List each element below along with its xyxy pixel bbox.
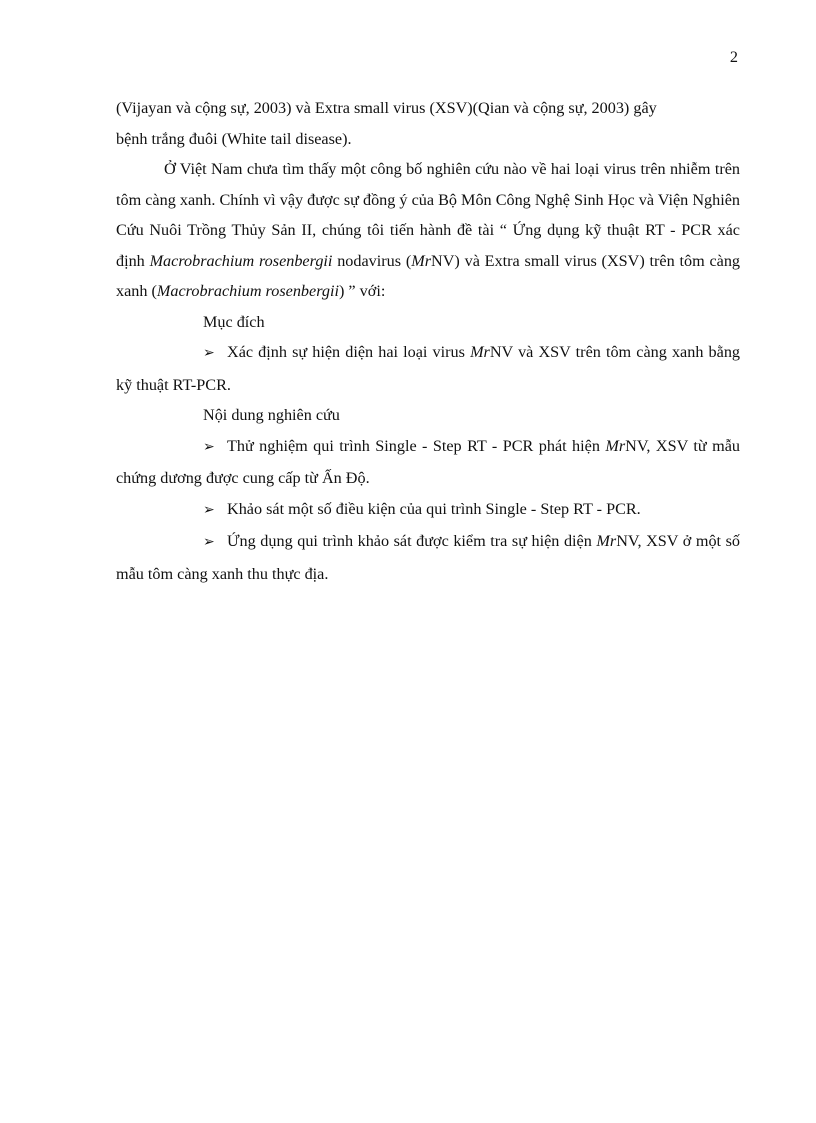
- paragraph-continuation: [116, 93, 740, 154]
- para2-text-3: NV) và Extra small virus (XSV) trên tôm càng xanh (: [116, 251, 741, 300]
- para2-text-4: ) ” với:: [339, 282, 386, 300]
- purpose-bullet: [116, 337, 740, 400]
- mr-italic: Mr: [470, 343, 490, 361]
- species-name-italic-2: Macrobrachium rosenbergii: [156, 282, 339, 300]
- para1-line1: (Vijayan và cộng sự, 2003) và Extra small virus (XSV)(Qian và cộng sự, 2003) gây: [116, 99, 657, 117]
- species-name-italic: Macrobrachium rosenbergii: [149, 251, 333, 270]
- arrow-bullet-icon: ➢: [203, 439, 215, 455]
- purpose-bullet-text-1: Xác định sự hiện diện hai loại virus: [227, 343, 471, 361]
- mr-italic: Mr: [596, 532, 617, 550]
- paragraph-intro: [116, 154, 740, 307]
- content-bullet-1: [116, 431, 740, 494]
- content-bullet-3-text-2: NV, XSV ở một số mẫu tôm càng xanh thu thực địa.: [116, 532, 740, 583]
- arrow-bullet-icon: ➢: [203, 502, 215, 518]
- content-bullet-1-text-2: NV, XSV từ mẫu chứng dương được cung cấp từ Ấn Độ.: [116, 436, 740, 487]
- arrow-bullet-icon: ➢: [203, 535, 215, 550]
- content-bullet-2-text: Khảo sát một số điều kiện của qui trình Single - Step RT - PCR.: [227, 499, 641, 518]
- para2-text-1: Ở Việt Nam chưa tìm thấy một công bố nghiên cứu nào về hai loại virus trên nhiễm trên tôm càng xanh. Chính vì vậy được sự đồng ý của Bộ Môn Công Nghệ Sinh Học và Viện Nghiên Cứu Nuôi Trồng Thủy Sản II, chúng tôi tiến hành đề tài “ Ứng dụng kỹ thuật RT - PCR xác định: [116, 160, 740, 270]
- content-bullet-1-text-1: Thử nghiệm qui trình Single - Step RT - PCR phát hiện: [227, 436, 606, 455]
- mr-italic: Mr: [411, 251, 432, 270]
- content-bullet-3-text-1: Ứng dụng qui trình khảo sát được kiểm tra sự hiện diện: [227, 532, 597, 550]
- mr-italic: Mr: [605, 436, 626, 455]
- purpose-heading: Mục đích: [203, 312, 265, 331]
- para2-text-2: nodavirus (: [332, 251, 412, 270]
- content-bullet-3: [116, 526, 740, 589]
- body-text: [116, 93, 740, 589]
- content-heading: Nội dung nghiên cứu: [203, 406, 340, 424]
- content-bullet-2: [116, 494, 740, 527]
- arrow-bullet-icon: ➢: [203, 346, 215, 361]
- page-number: 2: [729, 48, 738, 66]
- para1-line2: bệnh trắng đuôi (White tail disease).: [116, 129, 352, 148]
- purpose-bullet-text-2: NV và XSV trên tôm càng xanh bằng kỹ thuật RT-PCR.: [116, 343, 741, 394]
